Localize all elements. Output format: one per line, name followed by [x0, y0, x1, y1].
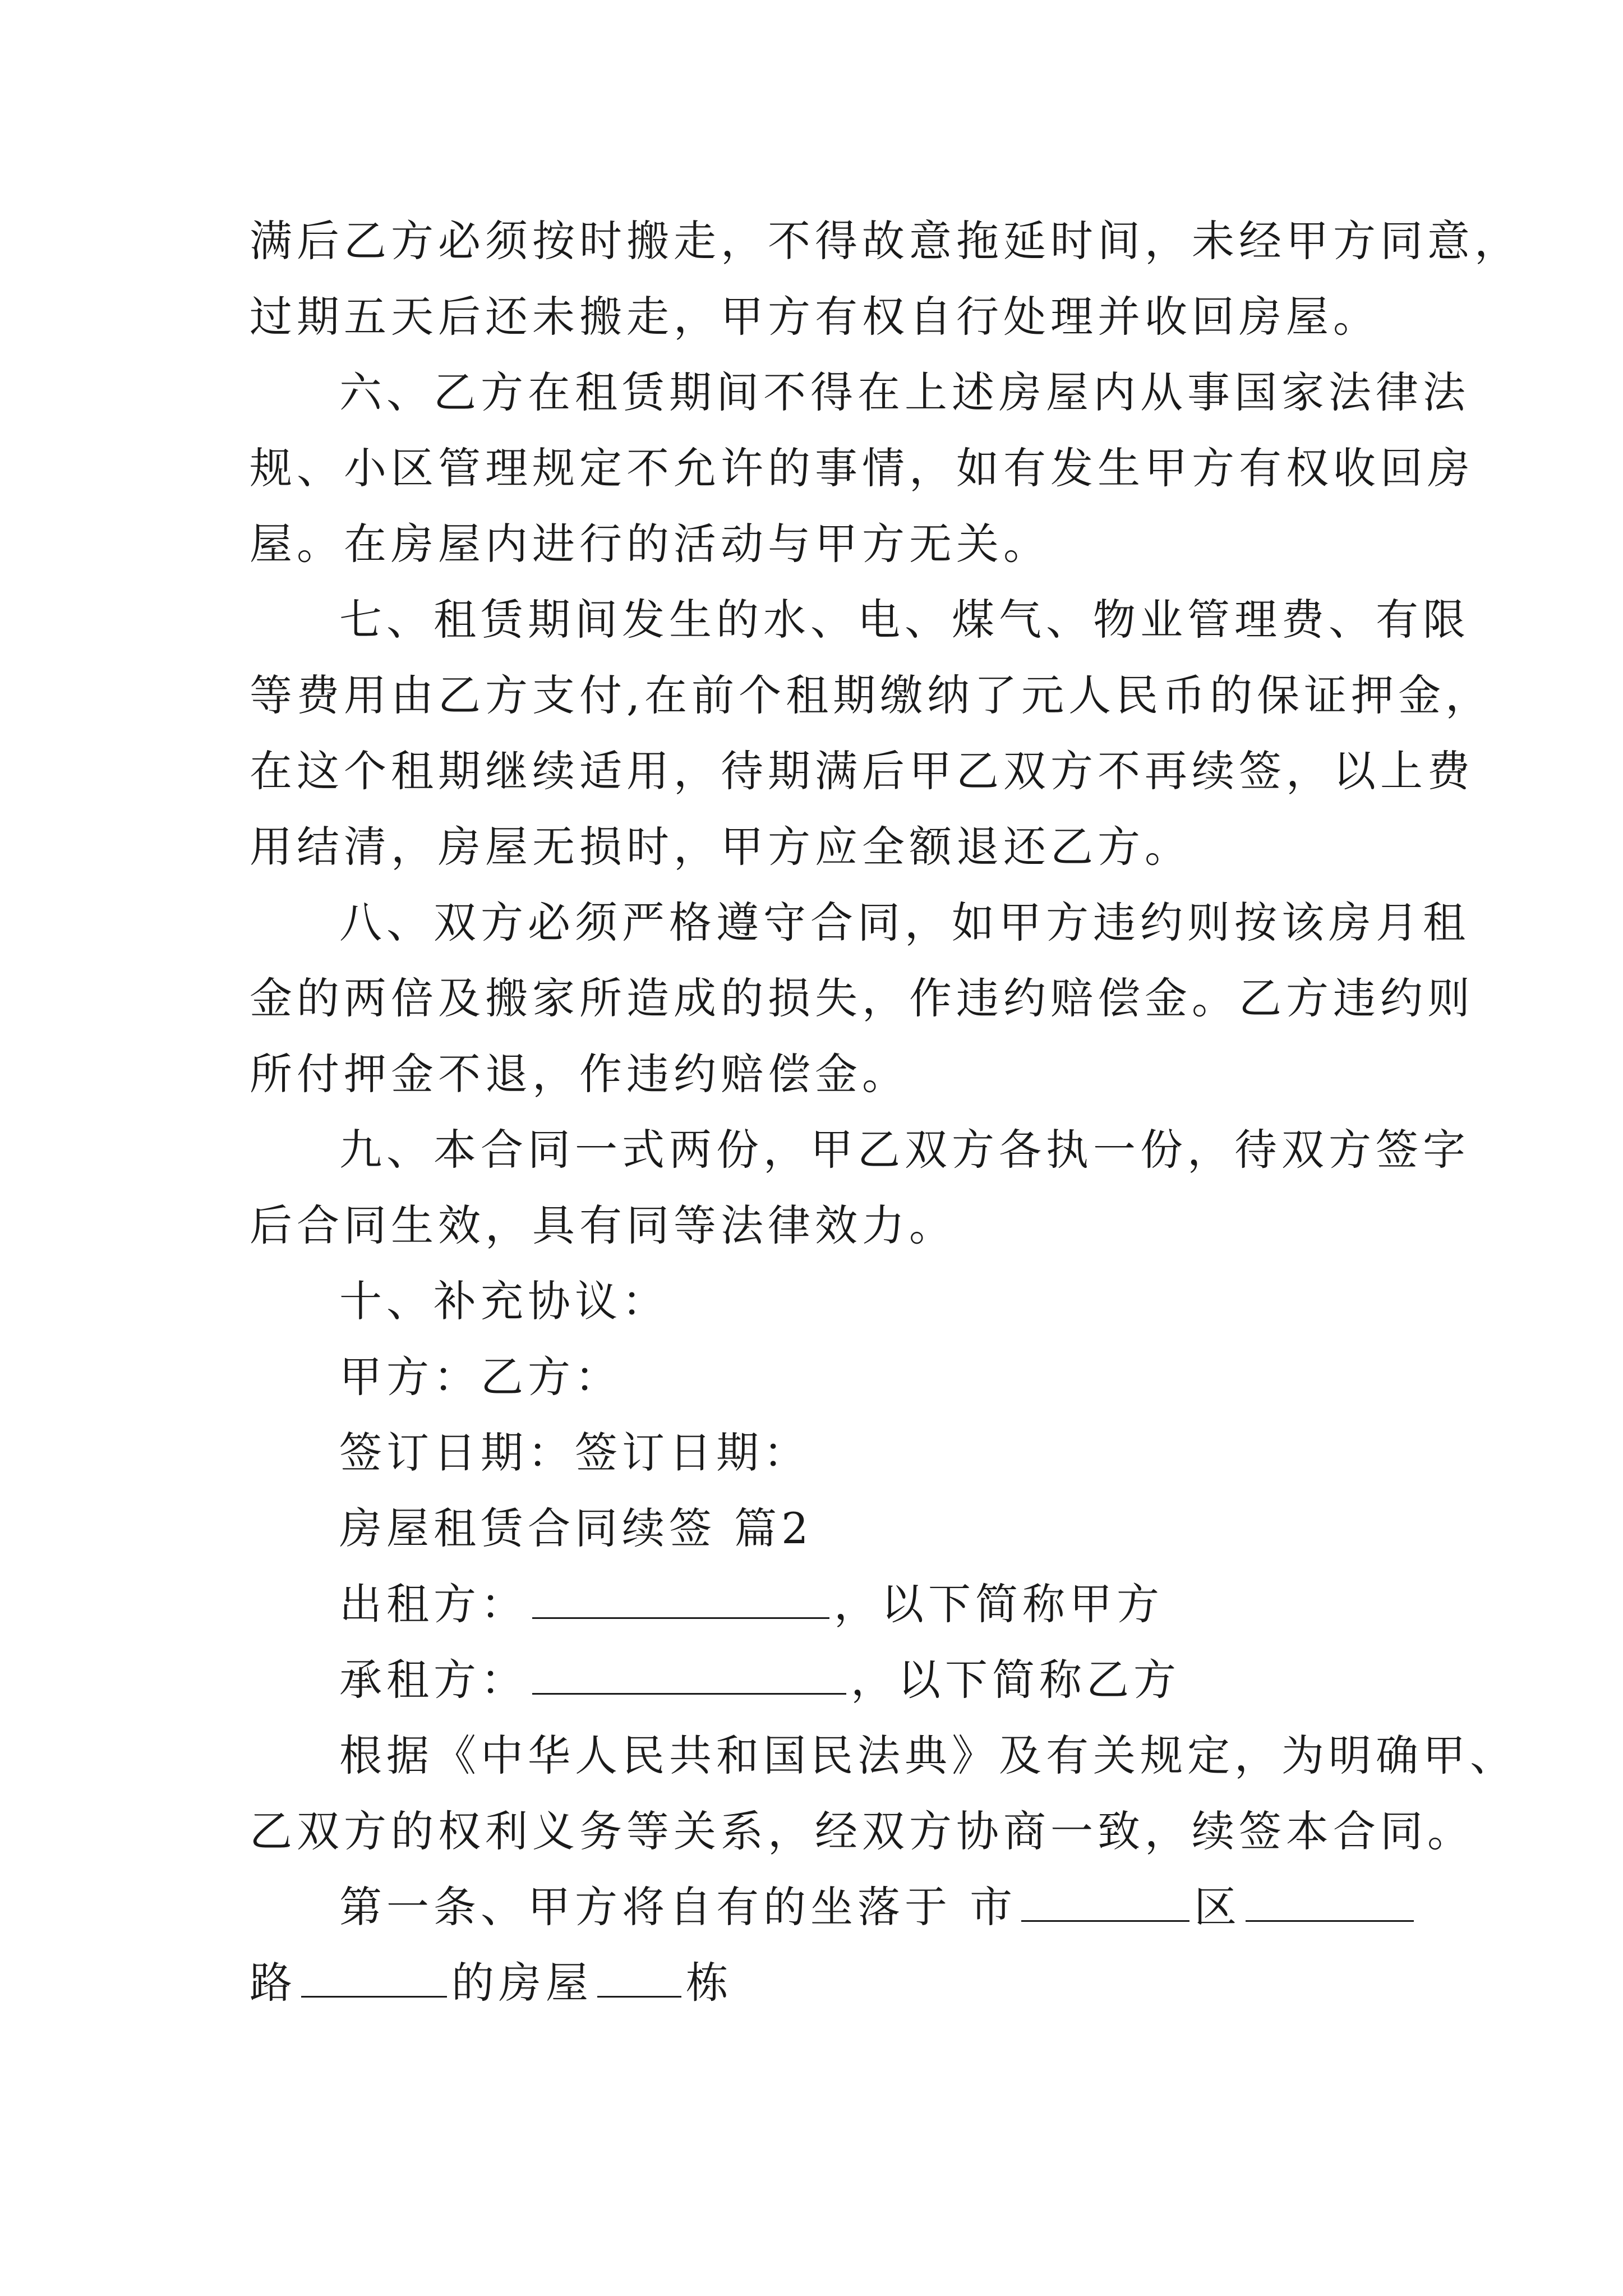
lessor-blank — [532, 1581, 829, 1619]
clause-8-line: 八、双方必须严格遵守合同，如甲方违约则按该房月租 — [339, 898, 1470, 947]
building-blank — [597, 1960, 681, 1998]
text-line: 所付押金不退，作违约赔偿金。 — [250, 1049, 909, 1099]
text-line: 规、小区管理规定不允许的事情，如有发生甲方有权收回房 — [250, 443, 1474, 493]
district-label: 区 — [1194, 1882, 1242, 1932]
text-line: 屋。在房屋内进行的活动与甲方无关。 — [250, 519, 1050, 569]
building-label: 栋 — [686, 1958, 733, 2008]
road-label: 路 — [250, 1958, 297, 2008]
text-line: 后合同生效，具有同等法律效力。 — [250, 1200, 956, 1250]
lessor-line — [339, 1576, 1164, 1632]
house-label: 的房屋 — [451, 1958, 593, 2008]
text-line: 乙双方的权利义务等关系，经双方协商一致，续签本合同。 — [250, 1806, 1474, 1856]
clause-7-line: 七、租赁期间发生的水、电、煤气、物业管理费、有限 — [339, 595, 1470, 645]
party-signature-line: 甲方：乙方： — [339, 1352, 622, 1402]
section-heading: 房屋租赁合同续签 篇2 — [339, 1503, 813, 1553]
lessor-label: 出租方： — [339, 1579, 528, 1629]
text-line: 金的两倍及搬家所造成的损失，作违约赔偿金。乙方违约则 — [250, 973, 1474, 1023]
lessee-blank — [532, 1657, 846, 1695]
lessee-suffix: ，以下简称乙方 — [851, 1655, 1181, 1705]
road-blank — [301, 1960, 447, 1998]
article-1-continued — [250, 1955, 733, 2011]
district-blank — [1246, 1884, 1414, 1922]
text-line: 等费用由乙方支付,在前个租期缴纳了元人民币的保证押金， — [250, 670, 1493, 720]
article-1-line — [339, 1879, 1418, 1935]
city-blank — [1021, 1884, 1189, 1922]
lessee-label: 承租方： — [339, 1655, 528, 1705]
lessee-line — [339, 1652, 1181, 1708]
sign-date-line: 签订日期：签订日期： — [339, 1428, 810, 1478]
clause-10-line: 十、补充协议： — [339, 1276, 669, 1326]
clause-9-line: 九、本合同一式两份，甲乙双方各执一份，待双方签字 — [339, 1125, 1470, 1175]
text-line: 满后乙方必须按时搬走，不得故意拖延时间，未经甲方同意， — [250, 216, 1521, 266]
text-line: 在这个租期继续适用，待期满后甲乙双方不再续签，以上费 — [250, 746, 1474, 796]
text-line: 用结清，房屋无损时，甲方应全额退还乙方。 — [250, 822, 1192, 872]
lessor-suffix: ，以下简称甲方 — [834, 1579, 1164, 1629]
article-1-prefix: 第一条、甲方将自有的坐落于 市 — [339, 1882, 1017, 1932]
text-line: 过期五天后还未搬走，甲方有权自行处理并收回房屋。 — [250, 292, 1380, 342]
basis-line: 根据《中华人民共和国民法典》及有关规定，为明确甲、 — [339, 1731, 1517, 1780]
clause-6-line: 六、乙方在租赁期间不得在上述房屋内从事国家法律法 — [339, 367, 1470, 417]
